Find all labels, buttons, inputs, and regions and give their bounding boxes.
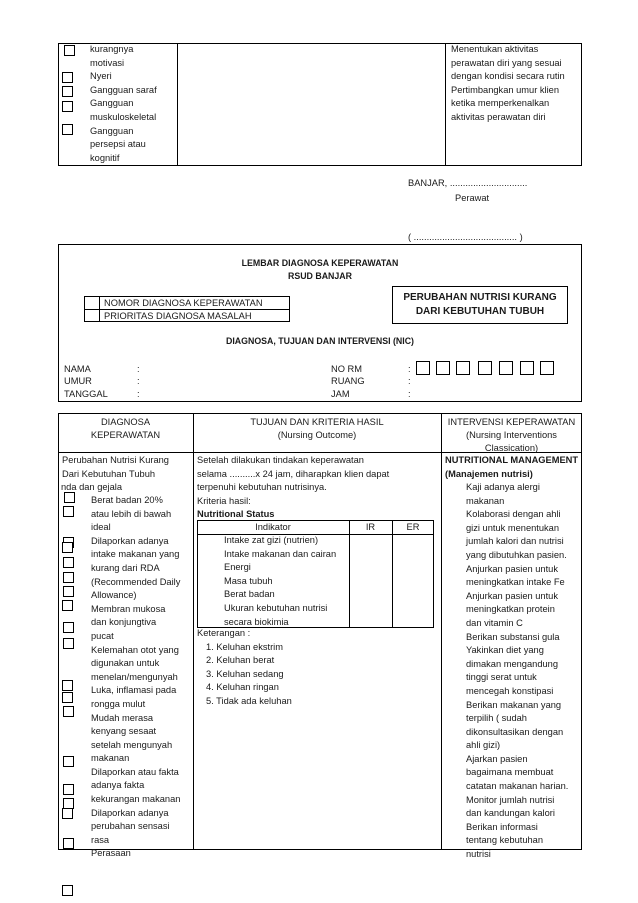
col3-items	[466, 481, 568, 862]
list-item: tinggi serat untuk	[466, 672, 537, 683]
indicator-row: secara biokimia	[224, 616, 289, 627]
nomor-vdivider	[99, 296, 100, 322]
list-item: bagaimana membuat	[466, 767, 554, 778]
list-item: terpilih ( sudah	[466, 713, 527, 724]
list-item: jumlah kalori dan nutrisi	[466, 536, 564, 547]
checkbox[interactable]	[62, 101, 73, 112]
indicator-row: Ukuran kebutuhan nutrisi	[224, 602, 328, 613]
list-item: ideal	[91, 522, 111, 533]
list-item: Perasaan	[91, 848, 131, 859]
list-item: Dilaporkan adanya	[91, 535, 169, 546]
intervention-title: NUTRITIONAL MANAGEMENT	[445, 455, 579, 465]
outcome-text: selama ..........x 24 jam, diharapkan klien dapat	[197, 468, 390, 479]
scale-item: 2. Keluhan berat	[206, 655, 275, 666]
list-item: dikonsultasikan dengan	[466, 726, 564, 737]
list-item: Berikan makanan yang	[466, 699, 562, 710]
diagnosis-title-2: DARI KEBUTUHAN TUBUH	[415, 306, 545, 317]
col1-header	[58, 416, 193, 442]
norm-digit-box[interactable]	[499, 361, 513, 375]
list-item: kurang dari RDA	[91, 562, 160, 573]
list-item: Menentukan aktivitas	[451, 44, 539, 54]
list-item: Berikan informasi	[466, 821, 538, 832]
list-item: Membran mukosa	[91, 603, 166, 614]
indicator-divider	[349, 520, 350, 628]
checkbox[interactable]	[62, 124, 73, 135]
nomor-label: NOMOR DIAGNOSA KEPERAWATAN	[104, 298, 263, 308]
intervention-subtitle: (Manajemen nutrisi)	[445, 468, 533, 479]
checkbox[interactable]	[63, 506, 74, 517]
signature-role: Perawat	[455, 193, 490, 203]
list-item: Kolaborasi dengan ahli	[466, 509, 561, 520]
header-line: (Nursing Outcome)	[277, 430, 357, 440]
ruang-label: RUANG	[331, 376, 365, 386]
header-line: DIAGNOSA	[100, 417, 151, 427]
norm-digit-box[interactable]	[456, 361, 470, 375]
list-item: Monitor jumlah nutrisi	[466, 794, 555, 805]
list-item: dan vitamin C	[466, 617, 523, 628]
checkbox[interactable]	[63, 622, 74, 633]
checkbox[interactable]	[63, 784, 74, 795]
section-title: DIAGNOSA, TUJUAN DAN INTERVENSI (NIC)	[225, 336, 414, 346]
list-item: Anjurkan pasien untuk	[466, 590, 558, 601]
indicator-row: Intake zat gizi (nutrien)	[224, 535, 319, 545]
norm-digit-boxes	[416, 361, 538, 375]
list-item: Dilaporkan atau fakta	[91, 766, 179, 777]
checkbox[interactable]	[62, 680, 73, 691]
header-line: INTERVENSI KEPERAWATAN	[447, 417, 576, 427]
checkbox[interactable]	[62, 692, 73, 703]
checkbox[interactable]	[63, 706, 74, 717]
list-item: setelah mengunyah	[91, 739, 173, 750]
list-item: tentang kebutuhan	[466, 835, 544, 846]
colon: :	[137, 376, 140, 386]
list-item: ketika memperkenalkan	[451, 98, 550, 109]
indicator-divider	[392, 520, 393, 628]
checkbox[interactable]	[63, 838, 74, 849]
indicator-row: Masa tubuh	[224, 575, 273, 586]
colon: :	[408, 389, 411, 399]
colon: :	[137, 364, 140, 374]
col2-intro	[197, 454, 389, 522]
list-item: pucat	[91, 630, 114, 641]
tanggal-label: TANGGAL	[64, 389, 108, 399]
list-item: Pertimbangkan umur klien	[451, 84, 559, 95]
indicator-row: Berat badan	[224, 589, 275, 600]
norm-digit-box[interactable]	[416, 361, 430, 375]
list-item: yang dibutuhkan pasien.	[466, 549, 567, 560]
top-right-items	[451, 43, 565, 125]
checkbox[interactable]	[64, 492, 75, 503]
indicator-list	[224, 534, 336, 629]
umur-label: UMUR	[64, 376, 92, 386]
checkbox[interactable]	[63, 586, 74, 597]
main-divider-2	[441, 413, 442, 850]
norm-digit-box[interactable]	[478, 361, 492, 375]
list-item: adanya fakta	[91, 780, 145, 791]
list-item: Gangguan	[90, 98, 134, 109]
col2-header	[193, 416, 441, 442]
diagnosis-name: Perubahan Nutrisi Kurang	[62, 455, 169, 465]
header-line: KEPERAWATAN	[90, 430, 161, 440]
list-item: Berikan substansi gula	[466, 631, 560, 642]
checkbox[interactable]	[62, 600, 73, 611]
list-item: meningkatkan protein	[466, 604, 555, 615]
list-item: catatan makanan harian.	[466, 781, 569, 792]
list-item: kenyang sesaat	[91, 726, 157, 737]
keterangan-label: Keterangan :	[197, 628, 251, 638]
indicator-row: Intake makanan dan cairan	[224, 548, 337, 559]
colon: :	[408, 376, 411, 386]
jam-label: JAM	[331, 389, 350, 399]
scale-item: 3. Keluhan sedang	[206, 668, 284, 679]
list-item: dan konjungtiva	[91, 617, 157, 628]
col3-title	[445, 454, 578, 481]
scale-legend	[197, 627, 292, 709]
norm-digit-box[interactable]	[520, 361, 534, 375]
list-item: perubahan sensasi	[91, 821, 170, 832]
outcome-text: Setelah dilakukan tindakan keperawatan	[197, 455, 364, 465]
top-divider-2	[445, 43, 446, 166]
checkbox[interactable]	[63, 557, 74, 568]
list-item: mencegah konstipasi	[466, 685, 554, 696]
checkbox[interactable]	[62, 808, 73, 819]
col1-items	[91, 494, 180, 861]
list-item: kurangnya	[90, 44, 134, 54]
nama-label: NAMA	[64, 364, 91, 374]
diagnosis-title: PERUBAHAN NUTRISI KURANG	[403, 292, 557, 303]
list-item: dan kandungan kalori	[466, 808, 555, 819]
indicator-head: Indikator	[255, 522, 291, 532]
list-item: Allowance)	[91, 590, 137, 601]
list-item: Mudah merasa	[91, 712, 154, 723]
list-item: aktivitas perawatan diri	[451, 111, 546, 122]
list-item: Gangguan saraf	[90, 84, 157, 95]
scale-item: 5. Tidak ada keluhan	[206, 695, 292, 706]
header-line: TUJUAN DAN KRITERIA HASIL	[250, 417, 384, 427]
prioritas-label: PRIORITAS DIAGNOSA MASALAH	[104, 311, 252, 321]
signature-place: BANJAR, ..............................	[408, 178, 528, 188]
list-item: Nyeri	[90, 71, 112, 82]
checkbox[interactable]	[63, 572, 74, 583]
header-title: LEMBAR DIAGNOSA KEPERAWATAN	[241, 258, 399, 268]
list-item: meningkatkan intake Fe	[466, 577, 565, 588]
list-item: Dilaporkan adanya	[91, 807, 169, 818]
list-item: dengan kondisi secara rutin	[451, 71, 565, 82]
list-item: gizi untuk menentukan	[466, 522, 560, 533]
checkbox[interactable]	[62, 72, 73, 83]
list-item: dimakan mengandung	[466, 658, 559, 669]
list-item: (Recommended Daily	[91, 576, 181, 587]
nomor-divider	[84, 309, 290, 310]
colon: :	[137, 389, 140, 399]
list-item: ahli gizi)	[466, 740, 501, 751]
signature-name-line: ( ........................................ )	[408, 232, 523, 242]
ir-head: IR	[365, 522, 376, 532]
top-left-items	[90, 43, 157, 165]
checkbox[interactable]	[62, 86, 73, 97]
header-line: (Nursing Interventions	[466, 430, 557, 440]
list-item: intake makanan yang	[91, 549, 180, 560]
list-item: makanan	[91, 753, 130, 764]
main-divider-1	[193, 413, 194, 850]
checkbox[interactable]	[63, 638, 74, 649]
norm-label: NO RM	[331, 364, 362, 374]
col3-header	[441, 416, 582, 455]
header-line: Classication)	[484, 443, 539, 453]
colon: :	[408, 364, 411, 374]
list-item: motivasi	[90, 57, 125, 68]
norm-digit-box[interactable]	[540, 361, 554, 375]
outcome-text: terpenuhi kebutuhan nutrisinya.	[197, 482, 327, 493]
nutritional-status-label: Nutritional Status	[197, 509, 275, 520]
list-item: Luka, inflamasi pada	[91, 685, 177, 696]
signs-label: nda dan gejala	[61, 482, 123, 493]
list-item: nutrisi	[466, 849, 491, 860]
checkbox[interactable]	[63, 756, 74, 767]
list-item: kognitif	[90, 152, 120, 163]
list-item: perawatan diri yang sesuai	[451, 57, 562, 68]
list-item: persepsi atau	[90, 139, 146, 150]
er-head: ER	[406, 522, 420, 532]
norm-digit-box[interactable]	[436, 361, 450, 375]
list-item: rasa	[91, 834, 110, 845]
scale-item: 1. Keluhan ekstrim	[206, 641, 283, 652]
list-item: digunakan untuk	[91, 658, 160, 669]
list-item: kekurangan makanan	[91, 794, 181, 805]
list-item: Yakinkan diet yang	[466, 645, 544, 656]
checkbox[interactable]	[64, 45, 75, 56]
scale-item: 4. Keluhan ringan	[206, 682, 279, 693]
indicator-row: Energi	[224, 562, 251, 573]
top-divider-1	[177, 43, 178, 166]
list-item: Gangguan	[90, 125, 134, 136]
header-subtitle: RSUD BANJAR	[287, 271, 353, 281]
diagnosis-name: Dari Kebutuhan Tubuh	[62, 468, 156, 479]
list-item: atau lebih di bawah	[91, 508, 172, 519]
list-item: Kaji adanya alergi	[466, 482, 540, 492]
list-item: menelan/mengunyah	[91, 671, 178, 682]
list-item: Kelemahan otot yang	[91, 644, 179, 655]
list-item: makanan	[466, 495, 505, 506]
col1-title	[62, 454, 169, 495]
checkbox[interactable]	[62, 542, 73, 553]
outcome-text: Kriteria hasil:	[197, 495, 251, 506]
list-item: Anjurkan pasien untuk	[466, 563, 558, 574]
list-item: Berat badan 20%	[91, 495, 163, 505]
list-item: rongga mulut	[91, 698, 146, 709]
list-item: Ajarkan pasien	[466, 753, 528, 764]
list-item: muskuloskeletal	[90, 111, 157, 122]
checkbox[interactable]	[62, 885, 73, 896]
